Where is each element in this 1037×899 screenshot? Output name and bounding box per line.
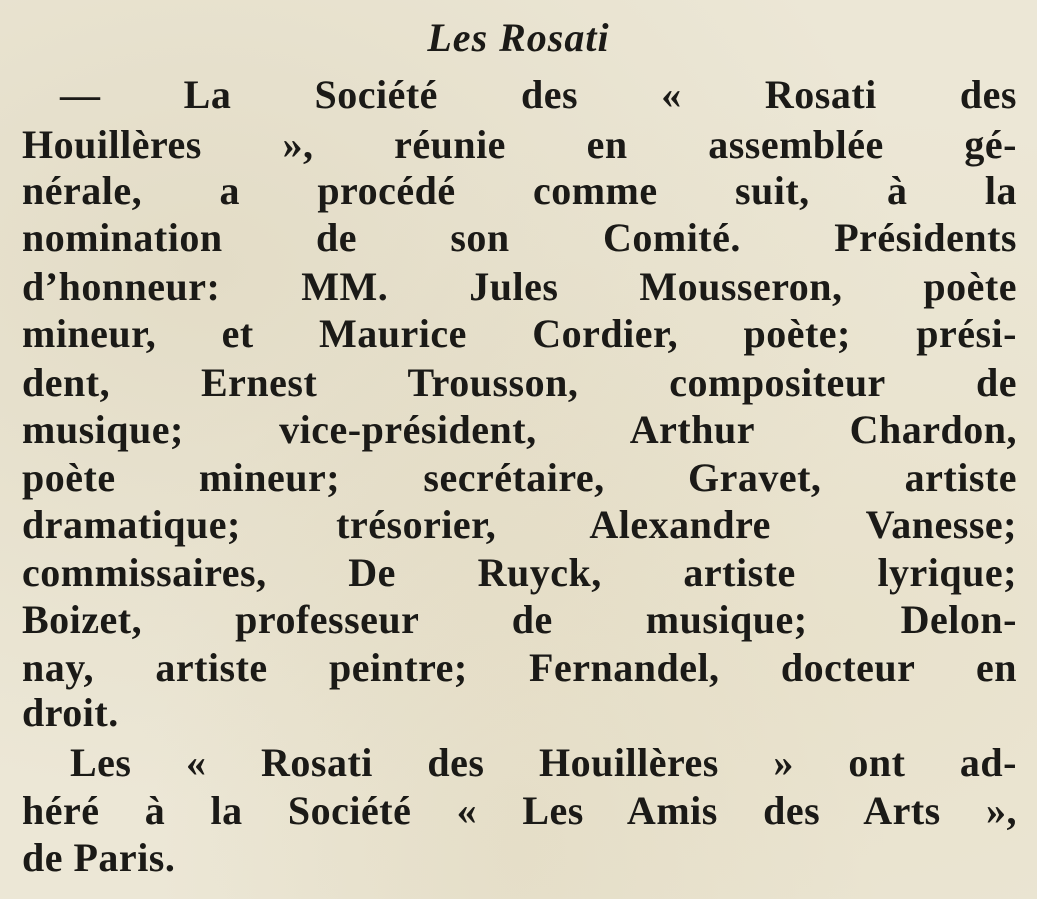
text-line: d’honneur: MM. Jules Mousseron, poète	[22, 264, 1017, 309]
text-line: héré à la Société « Les Amis des Arts »,	[22, 788, 1017, 833]
text-line: commissaires, De Ruyck, artiste lyrique;	[22, 550, 1017, 595]
text-line: Les « Rosati des Houillères » ont ad-	[70, 740, 1017, 785]
text-line: — La Société des « Rosati des	[60, 72, 1017, 117]
text-line: nomination de son Comité. Présidents	[22, 215, 1017, 260]
text-line: nay, artiste peintre; Fernandel, docteur en	[22, 645, 1017, 690]
text-line: poète mineur; secrétaire, Gravet, artiste	[22, 455, 1017, 500]
text-line: Houillères », réunie en assemblée gé-	[22, 122, 1017, 167]
text-line: dent, Ernest Trousson, compositeur de	[22, 360, 1017, 405]
article-title: Les Rosati	[427, 15, 610, 60]
text-line: de Paris.	[22, 835, 176, 880]
text-line: musique; vice-président, Arthur Chardon,	[22, 407, 1017, 452]
text-line: droit.	[22, 690, 119, 735]
text-line: nérale, a procédé comme suit, à la	[22, 168, 1017, 213]
text-line: Boizet, professeur de musique; Delon-	[22, 597, 1017, 642]
text-line: mineur, et Maurice Cordier, poète; prési-	[22, 311, 1017, 356]
text-line: dramatique; trésorier, Alexandre Vanesse;	[22, 502, 1017, 547]
